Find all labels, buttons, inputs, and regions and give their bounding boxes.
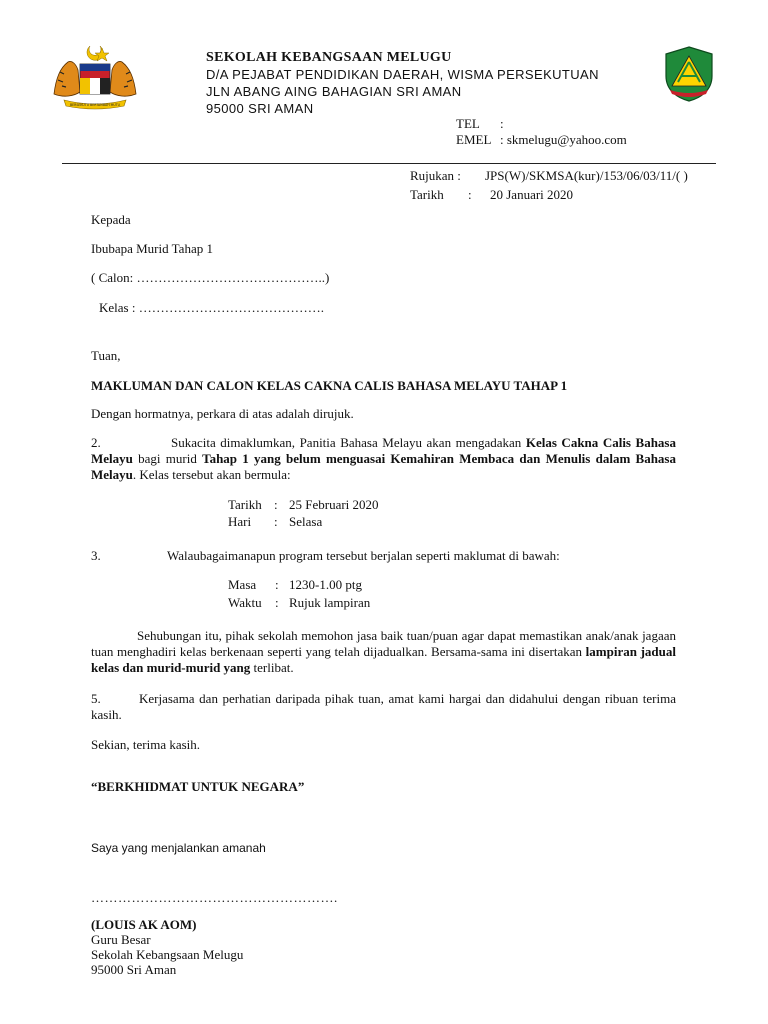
recipient-name: Ibubapa Murid Tahap 1 bbox=[91, 241, 213, 256]
svg-text:BERSEKUTU BERTAMBAH MUTU: BERSEKUTU BERTAMBAH MUTU bbox=[69, 103, 121, 107]
signatory-title: Guru Besar bbox=[91, 932, 151, 947]
school-name: SEKOLAH KEBANGSAAN MELUGU bbox=[206, 50, 452, 65]
para3-number: 3. bbox=[91, 548, 101, 563]
tel-label: TEL bbox=[456, 116, 480, 131]
date-separator: : bbox=[468, 187, 472, 202]
signatory-school: Sekolah Kebangsaan Melugu bbox=[91, 947, 244, 962]
schedule-day-value: Selasa bbox=[289, 514, 323, 529]
trust-line: Saya yang menjalankan amanah bbox=[91, 841, 266, 855]
opening-line: Dengan hormatnya, perkara di atas adalah dirujuk. bbox=[91, 406, 354, 421]
address-line-3: 95000 SRI AMAN bbox=[206, 101, 314, 116]
address-line-1: D/A PEJABAT PENDIDIKAN DAERAH, WISMA PERSEKUTUAN bbox=[206, 67, 599, 82]
date-label: Tarikh bbox=[410, 187, 444, 202]
schedule-date-label: Tarikh bbox=[228, 497, 262, 512]
motto: “BERKHIDMAT UNTUK NEGARA” bbox=[91, 779, 305, 794]
signatory-town: 95000 Sri Aman bbox=[91, 962, 177, 977]
paragraph-5: Kerjasama dan perhatian daripada pihak tuan, amat kami hargai dan didahului dengan ribuan terima kasih. bbox=[91, 691, 676, 722]
schedule-time-sep: : bbox=[275, 577, 279, 592]
schedule-date-sep: : bbox=[274, 497, 278, 512]
signatory-name: (LOUIS AK AOM) bbox=[91, 917, 197, 932]
tel-separator: : bbox=[500, 116, 504, 131]
recipient-calon: ( Calon: ……………………………………..) bbox=[91, 270, 330, 285]
para5-number: 5. bbox=[91, 691, 101, 706]
letter-date: 20 Januari 2020 bbox=[490, 187, 574, 202]
signature-line: ………………………………………………. bbox=[91, 890, 338, 905]
header-divider bbox=[62, 163, 716, 164]
schedule-period-sep: : bbox=[275, 595, 279, 610]
email-label: EMEL bbox=[456, 132, 492, 147]
schedule-period-label: Waktu bbox=[228, 595, 262, 610]
reference-label: Rujukan : bbox=[410, 168, 461, 183]
schedule-time-value: 1230-1.00 ptg bbox=[289, 577, 362, 592]
schedule-day-sep: : bbox=[274, 514, 278, 529]
coat-of-arms-logo bbox=[50, 42, 140, 112]
reference-number: JPS(W)/SKMSA(kur)/153/06/03/11/( ) bbox=[485, 168, 688, 183]
recipient-kelas: Kelas : ……………………………………. bbox=[99, 300, 324, 315]
schedule-date-value: 25 Februari 2020 bbox=[289, 497, 379, 512]
paragraph-4: Sehubungan itu, pihak sekolah memohon jasa baik tuan/puan agar dapat memastikan anak/anak jagaan tuan menghadiri kelas berkenaan seperti yang telah dijadualkan. Bersama-sama ini disertakan lampiran jadual kelas dan murid-murid yang terlibat. bbox=[91, 628, 676, 675]
closing-line: Sekian, terima kasih. bbox=[91, 737, 201, 752]
para2-number: 2. bbox=[91, 435, 101, 450]
email-value: : skmelugu@yahoo.com bbox=[500, 132, 627, 147]
recipient-kepada: Kepada bbox=[91, 212, 131, 227]
salutation: Tuan, bbox=[91, 348, 121, 363]
school-logo bbox=[664, 46, 714, 102]
subject-heading: MAKLUMAN DAN CALON KELAS CAKNA CALIS BAHASA MELAYU TAHAP 1 bbox=[91, 378, 568, 393]
schedule-time-label: Masa bbox=[228, 577, 257, 592]
schedule-period-value: Rujuk lampiran bbox=[289, 595, 371, 610]
schedule-day-label: Hari bbox=[228, 514, 252, 529]
address-line-2: JLN ABANG AING BAHAGIAN SRI AMAN bbox=[206, 84, 462, 99]
paragraph-3: Walaubagaimanapun program tersebut berjalan seperti maklumat di bawah: bbox=[167, 548, 560, 563]
paragraph-2: Sukacita dimaklumkan, Panitia Bahasa Melayu akan mengadakan Kelas Cakna Calis Bahasa Melayu bagi murid Tahap 1 yang belum menguasai Kemahiran Membaca dan Menulis dalam Bahasa Melayu. Kelas tersebut akan bermula: bbox=[91, 435, 676, 482]
